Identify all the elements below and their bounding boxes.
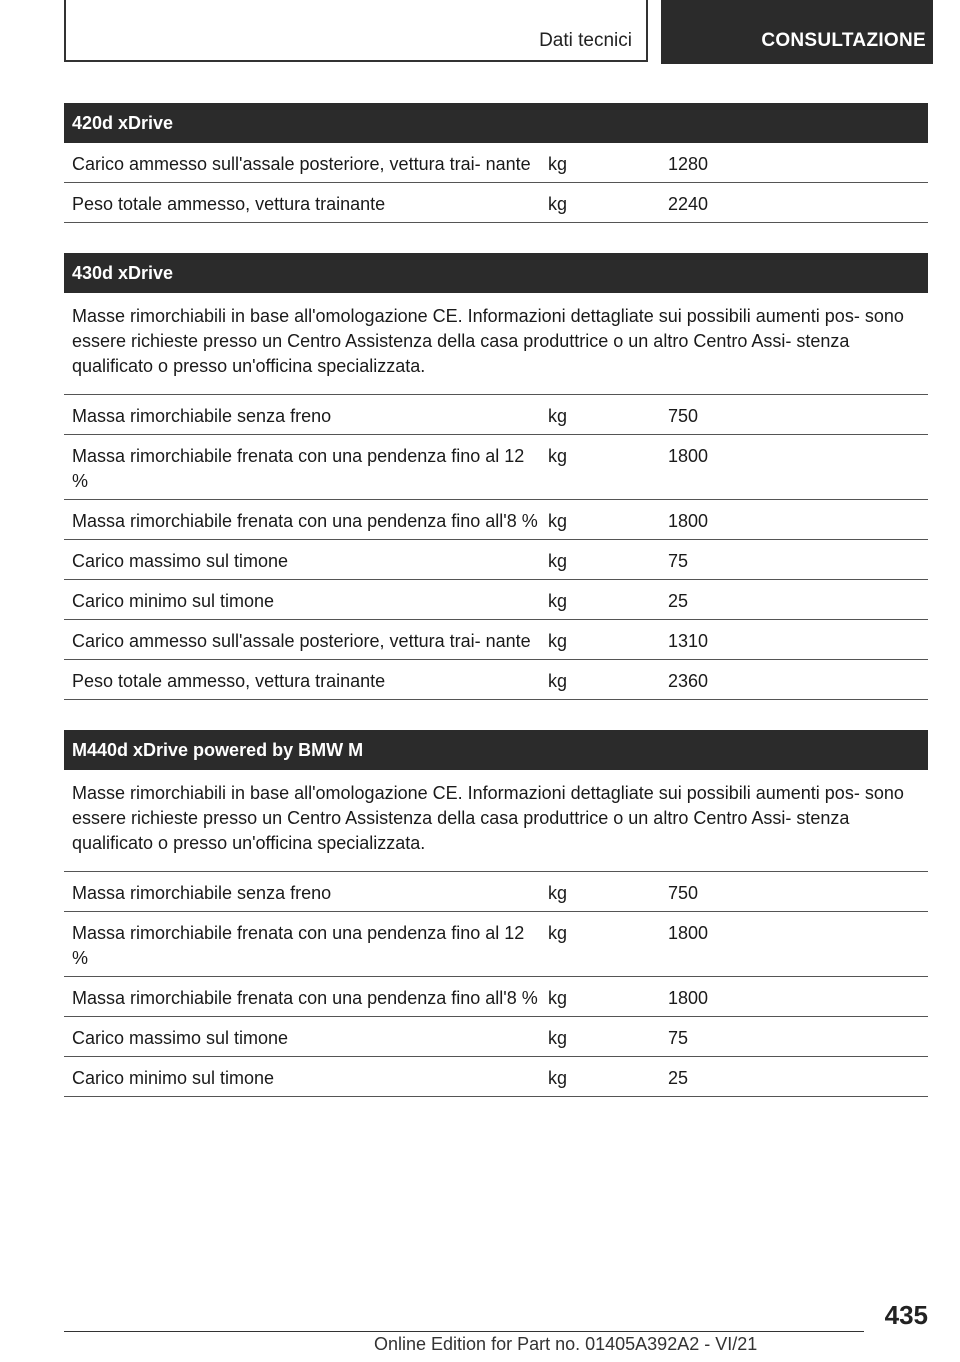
row-unit: kg	[548, 883, 568, 903]
table-row	[64, 1057, 928, 1097]
table-row	[64, 540, 928, 580]
footer-divider	[64, 1331, 864, 1332]
row-unit: kg	[548, 551, 568, 571]
table-row	[64, 435, 928, 500]
row-label: Massa rimorchiabile frenata con una pendenza fino al 12 %	[72, 446, 525, 491]
table-row	[64, 183, 928, 223]
row-value: 25	[668, 1068, 689, 1088]
table-row	[64, 872, 928, 912]
table-row	[64, 500, 928, 540]
table-row	[64, 912, 928, 977]
row-value: 2240	[668, 194, 709, 214]
row-unit: kg	[548, 406, 568, 426]
row-label: Massa rimorchiabile frenata con una pendenza fino all'8 %	[72, 511, 538, 531]
row-value: 1280	[668, 154, 709, 174]
row-unit: kg	[548, 1068, 568, 1088]
row-label: Carico massimo sul timone	[72, 551, 289, 571]
row-label: Peso totale ammesso, vettura trainante	[72, 194, 386, 214]
row-label: Carico ammesso sull'assale posteriore, vettura trai‐ nante	[72, 631, 531, 651]
row-value: 75	[668, 551, 689, 571]
row-label: Massa rimorchiabile frenata con una pendenza fino al 12 %	[72, 923, 525, 968]
row-value: 2360	[668, 671, 709, 691]
row-value: 1800	[668, 511, 709, 531]
row-label: Massa rimorchiabile frenata con una pendenza fino all'8 %	[72, 988, 538, 1008]
row-unit: kg	[548, 988, 568, 1008]
spec-section	[64, 253, 928, 700]
row-label: Carico ammesso sull'assale posteriore, vettura trai‐ nante	[72, 154, 531, 174]
section-note: Masse rimorchiabili in base all'omologazione CE. Informazioni dettagliate sui possibili aumenti pos‐ sono essere richieste presso un Centro Assistenza della casa produttrice o un altro Centro Assi‐ stenza qualificato o presso un'officina specializzata.	[64, 770, 928, 872]
row-unit: kg	[548, 923, 568, 943]
spec-section	[64, 103, 928, 223]
row-unit: kg	[548, 591, 568, 611]
row-unit: kg	[548, 194, 568, 214]
chapter-label: CONSULTAZIONE	[761, 30, 926, 51]
section-label: Dati tecnici	[539, 30, 632, 51]
table-row	[64, 143, 928, 183]
table-row	[64, 580, 928, 620]
spec-section	[64, 730, 928, 1097]
row-value: 25	[668, 591, 689, 611]
row-value: 75	[668, 1028, 689, 1048]
row-unit: kg	[548, 446, 568, 466]
row-label: Carico minimo sul timone	[72, 1068, 275, 1088]
row-unit: kg	[548, 511, 568, 531]
row-label: Massa rimorchiabile senza freno	[72, 883, 332, 903]
row-unit: kg	[548, 631, 568, 651]
row-label: Peso totale ammesso, vettura trainante	[72, 671, 386, 691]
row-label: Massa rimorchiabile senza freno	[72, 406, 332, 426]
page-number: 435	[884, 1300, 928, 1330]
row-value: 1800	[668, 923, 709, 943]
table-row	[64, 977, 928, 1017]
row-label: Carico massimo sul timone	[72, 1028, 289, 1048]
section-note: Masse rimorchiabili in base all'omologazione CE. Informazioni dettagliate sui possibili aumenti pos‐ sono essere richieste presso un Centro Assistenza della casa produttrice o un altro Centro Assi‐ stenza qualificato o presso un'officina specializzata.	[64, 293, 928, 395]
row-unit: kg	[548, 154, 568, 174]
header-section-box	[64, 0, 648, 62]
row-value: 1800	[668, 988, 709, 1008]
section-title: 420d xDrive	[64, 103, 928, 143]
section-title: 430d xDrive	[64, 253, 928, 293]
table-row	[64, 660, 928, 700]
table-row	[64, 1017, 928, 1057]
section-title: M440d xDrive powered by BMW M	[64, 730, 928, 770]
header-chapter-tab	[661, 0, 933, 64]
row-value: 1800	[668, 446, 709, 466]
row-unit: kg	[548, 671, 568, 691]
row-unit: kg	[548, 1028, 568, 1048]
footer-edition: Online Edition for Part no. 01405A392A2 - VI/21	[374, 1334, 758, 1354]
row-value: 750	[668, 406, 699, 426]
row-value: 750	[668, 883, 699, 903]
row-label: Carico minimo sul timone	[72, 591, 275, 611]
table-row	[64, 620, 928, 660]
spec-tables	[64, 103, 928, 1097]
table-row	[64, 395, 928, 435]
row-value: 1310	[668, 631, 709, 651]
